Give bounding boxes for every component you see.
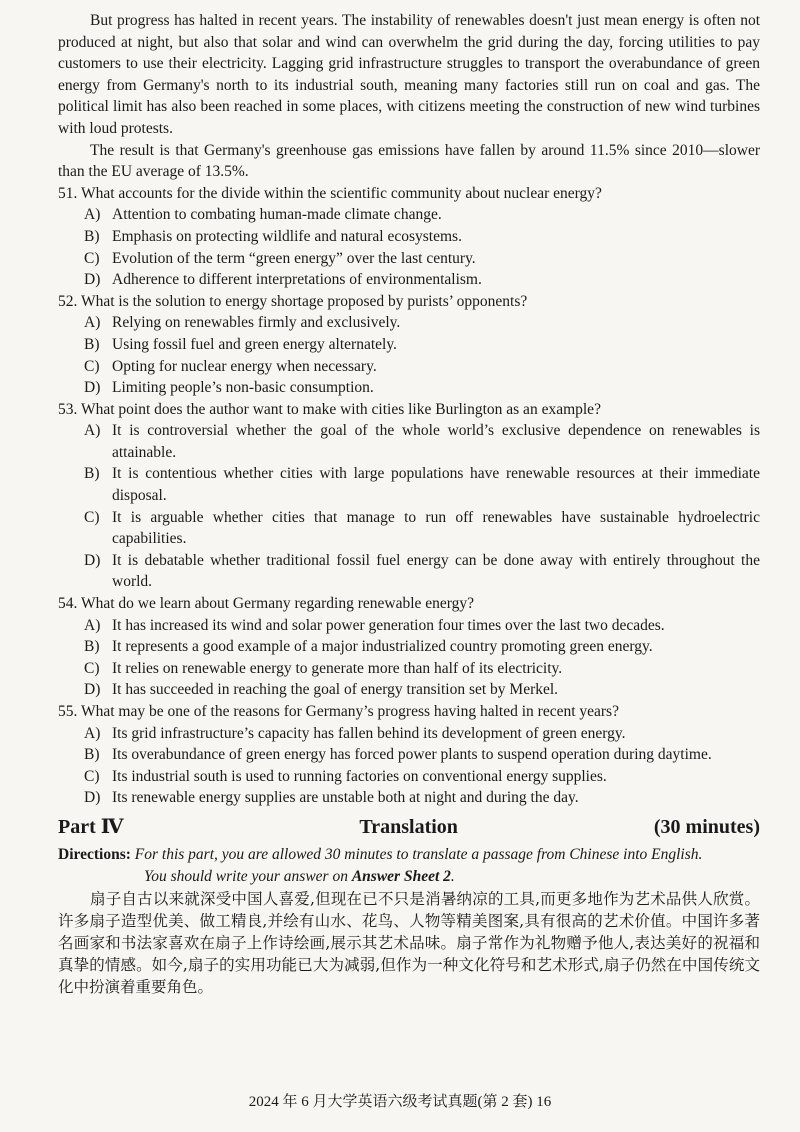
option-letter: A) [84,206,101,224]
directions [58,844,760,887]
answer-option [58,787,760,809]
option-list [58,312,760,398]
option-text: Opting for nuclear energy when necessary. [112,357,377,375]
option-text: It is arguable whether cities that manage to run off renewables have sustainable hydroelectric capabilities. [112,508,760,548]
chinese-paragraph: 扇子自古以来就深受中国人喜爱,但现在已不只是消暑纳凉的工具,而更多地作为艺术品供人欣赏。许多扇子造型优美、做工精良,并绘有山水、花鸟、人物等精美图案,具有很高的艺术价值。中国许多著名画家和书法家喜欢在扇子上作诗绘画,展示其艺术品味。扇子常作为礼物赠予他人,表达美好的祝福和真挚的情感。如今,扇子的实用功能已大为减弱,但作为一种文化符号和艺术形式,扇子仍然在中国传统文化中扮演着重要角色。 [58,890,760,996]
option-letter: B) [84,465,100,483]
question-item [58,399,760,593]
option-letter: C) [84,508,100,526]
option-letter: C) [84,767,100,785]
question-item [58,593,760,701]
answer-option [58,744,760,766]
answer-option [58,766,760,788]
option-text: It is debatable whether traditional fossil fuel energy can be done away with entirely throughout the world. [112,551,760,591]
translation-passage [58,888,760,998]
option-list [58,204,760,290]
option-text: Its renewable energy supplies are unstable both at night and during the day. [112,789,579,807]
option-text: Relying on renewables firmly and exclusively. [112,314,401,332]
part-label: Part Ⅳ [58,816,124,838]
option-letter: D) [84,271,101,289]
option-text: It relies on renewable energy to generate more than half of its electricity. [112,659,563,677]
option-letter: D) [84,551,101,569]
option-text: Emphasis on protecting wildlife and natural ecosystems. [112,227,462,245]
option-text: It has increased its wind and solar power generation four times over the last two decades. [112,616,665,634]
option-text: Using fossil fuel and green energy alternately. [112,335,397,353]
part-header [58,814,760,839]
directions-label: Directions: [58,846,131,863]
question-stem: 54. What do we learn about Germany regarding renewable energy? [58,595,475,613]
passage-paragraph: The result is that Germany's greenhouse gas emissions have fallen by around 11.5% since 2010—slower than the EU average of 13.5%. [58,141,760,181]
question-stem: 52. What is the solution to energy shortage proposed by purists’ opponents? [58,292,528,310]
answer-option [58,356,760,378]
option-letter: B) [84,746,100,764]
option-letter: A) [84,422,101,440]
answer-option [58,658,760,680]
option-text: Its industrial south is used to running factories on conventional energy supplies. [112,767,607,785]
option-text: Its grid infrastructure’s capacity has fallen behind its development of green energy. [112,724,626,742]
question-list [58,183,760,809]
directions-text: You should write your answer on [144,867,352,885]
directions-text: . [450,867,455,885]
option-text: Evolution of the term “green energy” over the last century. [112,249,476,267]
part-time: (30 minutes) [653,816,760,838]
option-list [58,723,760,809]
page-footer: 2024 年 6 月大学英语六级考试真题(第 2 套) 16 [248,1094,552,1110]
answer-option [58,636,760,658]
part-title: Translation [359,816,458,838]
option-letter: A) [84,314,101,332]
option-letter: A) [84,724,101,742]
option-letter: B) [84,638,100,656]
question-item [58,183,760,291]
option-letter: C) [84,249,100,267]
answer-option [58,204,760,226]
answer-option [58,312,760,334]
answer-option [58,269,760,291]
option-letter: D) [84,789,101,807]
answer-option [58,550,760,593]
answer-option [58,615,760,637]
option-text: Limiting people’s non-basic consumption. [112,379,374,397]
answer-option [58,420,760,463]
question-stem: 55. What may be one of the reasons for Germany’s progress having halted in recent years? [58,703,619,720]
option-text: Its overabundance of green energy has forced power plants to suspend operation during daytime. [112,746,712,764]
option-list [58,420,760,593]
answer-option [58,377,760,399]
option-text: It has succeeded in reaching the goal of energy transition set by Merkel. [112,681,559,699]
reading-section [58,10,760,809]
answer-sheet-label: Answer Sheet 2 [351,867,451,885]
passage-paragraph: But progress has halted in recent years. The instability of renewables doesn't just mean energy is often not produced at night, but also that solar and wind can overwhelm the grid during the day, forcing utilities to pay customers to use their electricity. Lagging grid infrastructure struggles to transport the overabundance of green energy from Germany's north to its industrial south, meaning many factories still run on coal and gas. The political limit has also been reached in some places, with citizens meeting the construction of new wind turbines with loud protests. [58,12,760,137]
question-stem: 51. What accounts for the divide within the scientific community about nuclear energy? [58,184,602,202]
option-text: Attention to combating human-made climate change. [112,206,442,224]
answer-option [58,507,760,550]
option-letter: C) [84,659,100,677]
option-text: It represents a good example of a major industrialized country promoting green energy. [112,638,653,656]
option-letter: D) [84,681,101,699]
answer-option [58,248,760,270]
option-text: It is contentious whether cities with large populations have renewable resources at their immediate disposal. [112,465,760,505]
answer-option [58,463,760,506]
answer-option [58,679,760,701]
answer-option [58,334,760,356]
option-list [58,615,760,701]
option-letter: B) [84,335,100,353]
option-letter: D) [84,379,101,397]
option-letter: A) [84,616,101,634]
answer-option [58,226,760,248]
option-letter: C) [84,357,100,375]
option-text: It is controversial whether the goal of the whole world’s exclusive dependence on renewables is attainable. [112,422,760,461]
option-text: Adherence to different interpretations of environmentalism. [112,271,482,289]
directions-text: For this part, you are allowed 30 minutes to translate a passage from Chinese into English. [134,846,703,863]
question-item [58,701,760,809]
question-stem: 53. What point does the author want to make with cities like Burlington as an example? [58,400,601,418]
question-item [58,291,760,399]
answer-option [58,723,760,745]
option-letter: B) [84,227,100,245]
